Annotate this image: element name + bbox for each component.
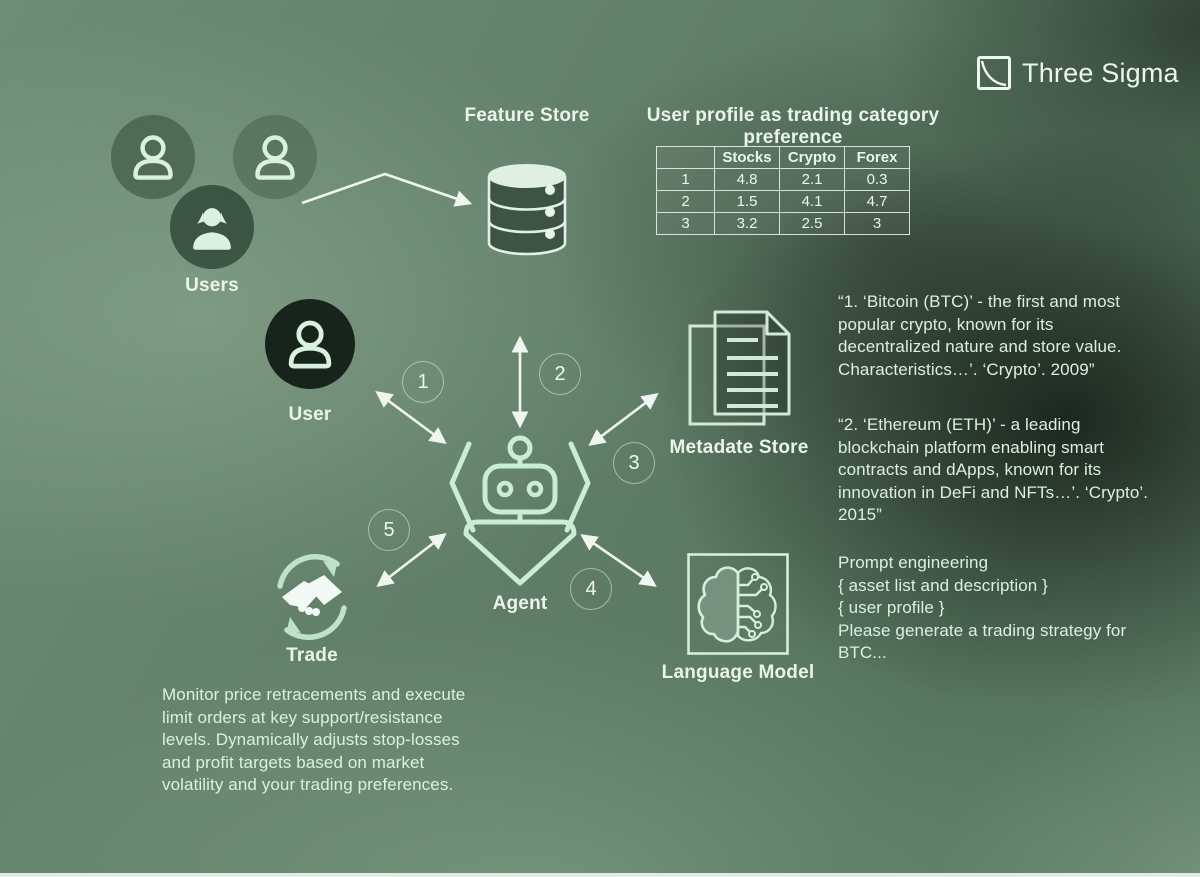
row-label: 1 xyxy=(657,169,715,191)
table-header-empty xyxy=(657,147,715,169)
prompt-line: Please generate a trading strategy for BTC... xyxy=(838,620,1127,662)
cell-forex: 4.7 xyxy=(845,191,910,213)
cell-stocks: 4.8 xyxy=(715,169,780,191)
table-row xyxy=(657,169,910,191)
row-label: 3 xyxy=(657,213,715,235)
brand-logo xyxy=(976,55,1179,91)
prompt-line: Prompt engineering xyxy=(838,553,989,572)
brand-name: Three Sigma xyxy=(1022,57,1179,88)
table-header-row xyxy=(657,147,910,169)
ethereum-annotation: “2. ‘Ethereum (ETH)’ - a leading blockchain platform enabling smart contracts and dApps, known for its innovation in DeFi and NFTs…’. ‘Crypto’. 2015” xyxy=(838,415,1149,524)
cell-crypto: 4.1 xyxy=(780,191,845,213)
agent-robot-icon xyxy=(440,426,600,591)
prompt-line: { asset list and description } xyxy=(838,575,1048,595)
user-avatar-single xyxy=(265,299,355,389)
trade-label: Trade xyxy=(286,645,338,666)
documents-icon xyxy=(688,310,793,428)
step-badge-1: 1 xyxy=(402,361,444,403)
bottom-edge-strip xyxy=(0,873,1200,877)
user-label: User xyxy=(288,404,332,425)
three-sigma-logo-icon xyxy=(976,55,1012,91)
person-icon xyxy=(249,131,301,183)
prompt-annotation xyxy=(838,552,1160,665)
feature-store-label: Feature Store xyxy=(464,105,590,126)
table-row xyxy=(657,213,910,235)
person-female-icon xyxy=(186,201,238,253)
prompt-line: { user profile } xyxy=(838,598,945,617)
users-label: Users xyxy=(185,275,239,296)
trade-handshake-icon xyxy=(260,545,364,649)
cell-stocks: 3.2 xyxy=(715,213,780,235)
user-avatar-2 xyxy=(233,115,317,199)
arrow-users-to-feature-store xyxy=(302,174,469,203)
step-badge-2: 2 xyxy=(539,353,581,395)
user-avatar-1 xyxy=(111,115,195,199)
metadata-store-label: Metadate Store xyxy=(669,437,809,458)
table-header-forex: Forex xyxy=(845,147,910,169)
bitcoin-annotation: “1. ‘Bitcoin (BTC)’ - the first and most popular crypto, known for its decentralized nature and store value. Characteristics…’. ‘Crypto’. 2009” xyxy=(838,292,1122,379)
step-badge-4: 4 xyxy=(570,568,612,610)
row-label: 2 xyxy=(657,191,715,213)
agent-label: Agent xyxy=(492,593,548,614)
cell-forex: 3 xyxy=(845,213,910,235)
user-avatar-3 xyxy=(170,185,254,269)
table-row xyxy=(657,191,910,213)
cell-forex: 0.3 xyxy=(845,169,910,191)
step-badge-5: 5 xyxy=(368,509,410,551)
language-model-label: Language Model xyxy=(661,662,815,683)
trade-strategy-annotation: Monitor price retracements and execute limit orders at key support/resistance levels. Dynamically adjusts stop-losses and profit targets based on market volatility and your trading preferences. xyxy=(162,685,466,794)
step-badge-3: 3 xyxy=(613,442,655,484)
table-header-crypto: Crypto xyxy=(780,147,845,169)
person-icon xyxy=(127,131,179,183)
cell-stocks: 1.5 xyxy=(715,191,780,213)
person-icon xyxy=(282,316,338,372)
database-icon xyxy=(487,163,567,259)
table-header-stocks: Stocks xyxy=(715,147,780,169)
brain-icon xyxy=(687,553,789,655)
cell-crypto: 2.5 xyxy=(780,213,845,235)
profile-table-title: User profile as trading category preference xyxy=(646,105,940,148)
arrow-user-agent xyxy=(378,393,444,442)
profile-table xyxy=(656,146,910,235)
cell-crypto: 2.1 xyxy=(780,169,845,191)
